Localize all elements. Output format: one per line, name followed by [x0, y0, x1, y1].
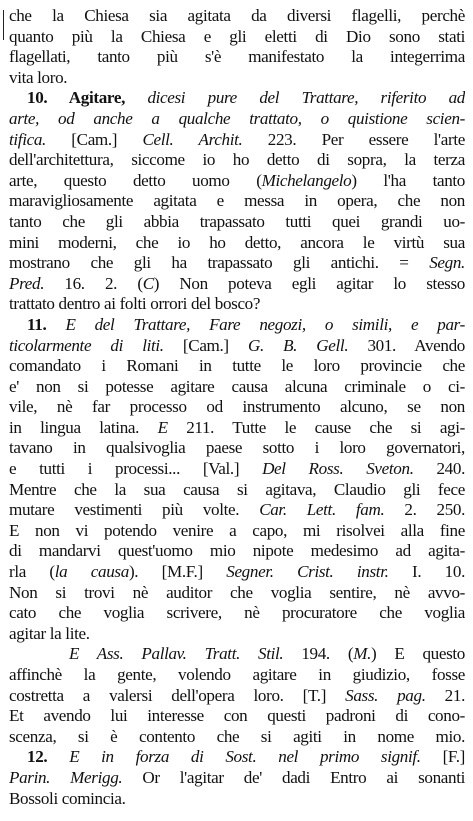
text-line: affinchè la gente, volendo agitare in giudizio, fosse	[9, 665, 465, 684]
text-line: di mandarvi quest'uomo mio nipote medesimo ad agita-	[9, 541, 465, 561]
text-line: scenza, si è contento che si agiti in nome mio.	[9, 726, 465, 746]
text-line: Bossoli comincia.	[9, 788, 126, 808]
text-line: rla (la causa). [M.F.] Segner. Crist. instr. I. 10.	[9, 562, 465, 582]
text-line: tifica. [Cam.] Cell. Archit. 223. Per essere l'arte	[9, 129, 465, 149]
text-line: flagellati, tanto più s'è manifestato la integerrima	[9, 47, 465, 67]
text-line: Et avendo lui interesse con questi padroni di cono-	[9, 706, 465, 726]
text-line: Non si trovi nè auditor che voglia sentire, nè avvo-	[9, 582, 465, 602]
text-line: e tutti i processi... [Val.] Del Ross. Sveton. 240.	[9, 459, 465, 479]
text-line: Pred. 16. 2. (C) Non poteva egli agitar lo stesso	[9, 273, 465, 293]
text-line: mutare vestimenti più volte. Car. Lett. fam. 2. 250.	[9, 500, 465, 520]
text-line: arte, od anche a qualche trattato, o quistione scien-	[9, 108, 465, 128]
text-line: arte, questo detto uomo (Michelangelo) l'ha tanto	[9, 170, 465, 190]
text-line: vile, nè far processo od instrumento alcuno, se non	[9, 397, 465, 417]
text-line: cato che voglia scrivere, nè procuratore che voglia	[9, 603, 465, 623]
text-line: 11. E del Trattare, Fare negozi, o simili, e par-	[27, 314, 465, 334]
text-line: Parin. Merigg. Or l'agitar de' dadi Entro ai sonanti	[9, 767, 465, 787]
text-line: tanto che gli abbia trapassato tutti quei grandi uo-	[9, 211, 465, 231]
text-line: tavano in qualsivoglia paese sotto i loro governatori,	[9, 438, 465, 458]
text-line: vita loro.	[9, 67, 68, 87]
text-line: ticolarmente di liti. [Cam.] G. B. Gell. 301. Avendo	[9, 335, 465, 355]
text-line: in lingua latina. E 211. Tutte le cause che si agi-	[9, 417, 465, 437]
text-line: 12. E in forza di Sost. nel primo signif. [F.]	[27, 747, 465, 767]
text-line: costretta a valersi dell'opera loro. [T.] Sass. pag. 21.	[9, 685, 465, 705]
text-line: agitar la lite.	[9, 623, 90, 643]
text-line: maravigliosamente agitata e messa in opera, che non	[9, 191, 465, 211]
margin-rule	[3, 10, 4, 40]
text-line: quanto più la Chiesa e gli eletti di Dio sono stati	[9, 26, 465, 46]
text-line: 10. Agitare, dicesi pure del Trattare, riferito ad	[27, 88, 465, 108]
text-line: E Ass. Pallav. Tratt. Stil. 194. (M.) E questo	[69, 644, 465, 664]
text-line: e' non si potesse agitare causa alcuna criminale o ci-	[9, 376, 465, 396]
text-line: trattato dentro ai folti orrori del bosco?	[9, 294, 261, 314]
entry-text	[9, 6, 465, 809]
text-line: E non vi potendo venire a capo, mi risolvei alla fine	[9, 520, 465, 540]
text-line: Mentre che la sua causa si agitava, Claudio gli fece	[9, 479, 465, 499]
text-line: mostrano che gli ha trapassato gli antichi. = Segn.	[9, 253, 465, 273]
text-line: dell'architettura, siccome io ho detto di sopra, la terza	[9, 150, 465, 170]
text-line: comandato i Romani in tutte le loro provincie che	[9, 356, 465, 376]
text-line: mini moderni, che io ho detto, ancora le virtù sua	[9, 232, 465, 252]
text-line: che la Chiesa sia agitata da diversi flagelli, perchè	[9, 6, 465, 25]
